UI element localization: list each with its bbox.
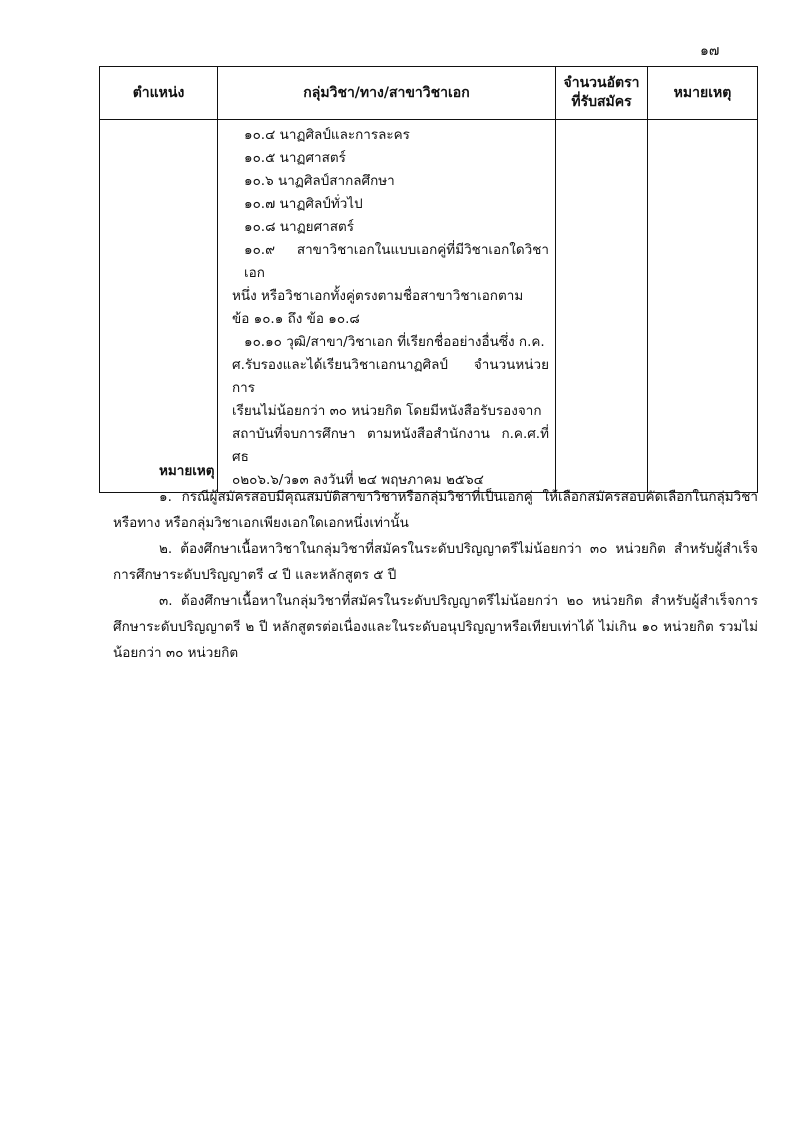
cell-majors bbox=[218, 120, 556, 493]
remark-3: ๓. ต้องศึกษาเนื้อหาในกลุ่มวิชาที่สมัครในระดับปริญญาตรีไม่น้อยกว่า ๒๐ หน่วยกิต สำหรับผู้สำเร็จการศึกษาระดับปริญญาตรี ๒ ปี หลักสูตรต่อเนื่องและในระดับอนุปริญญาหรือเทียบเท่าได้ ไม่เกิน ๑๐ หน่วยกิต รวมไม่น้อยกว่า ๓๐ หน่วยกิต bbox=[113, 593, 758, 661]
list-item: ๑๐.๗ นาฏศิลป์ทั่วไป bbox=[244, 196, 363, 212]
page-number: ๑๗ bbox=[700, 43, 720, 59]
header-major-group: กลุ่มวิชา/ทาง/สาขาวิชาเอก bbox=[218, 67, 556, 120]
item-9-line: ๑๐.๙ สาขาวิชาเอกในแบบเอกคู่ที่มีวิชาเอกใดวิชาเอก bbox=[244, 242, 549, 281]
item-10-line: ๐๒๐๖.๖/ว๑๓ ลงวันที่ ๒๔ พฤษภาคม ๒๕๖๔ bbox=[232, 472, 484, 488]
list-item-9 bbox=[232, 239, 549, 331]
item-10-line: เรียนไม่น้อยกว่า ๓๐ หน่วยกิต โดยมีหนังสือรับรองจาก bbox=[232, 403, 542, 419]
remarks-section bbox=[113, 458, 758, 666]
list-item: ๑๐.๔ นาฏศิลป์และการละคร bbox=[244, 127, 410, 143]
table-row bbox=[100, 120, 758, 493]
remark-2: ๒. ต้องศึกษาเนื้อหาวิชาในกลุ่มวิชาที่สมัครในระดับปริญญาตรีไม่น้อยกว่า ๓๐ หน่วยกิต สำหรับผู้สำเร็จการศึกษาระดับปริญญาตรี ๔ ปี และหลักสูตร ๕ ปี bbox=[113, 541, 758, 583]
list-item: ๑๐.๕ นาฏศาสตร์ bbox=[244, 150, 346, 166]
qualification-table bbox=[99, 66, 758, 493]
cell-count bbox=[556, 120, 648, 493]
item-9-line: ข้อ ๑๐.๑ ถึง ข้อ ๑๐.๘ bbox=[232, 311, 360, 327]
item-9-line: หนึ่ง หรือวิชาเอกทั้งคู่ตรงตามชื่อสาขาวิชาเอกตาม bbox=[232, 288, 524, 304]
cell-note bbox=[648, 120, 758, 493]
list-item: ๑๐.๘ นาฏยศาสตร์ bbox=[244, 219, 354, 235]
header-count bbox=[556, 67, 648, 120]
remark-1: ๑. กรณีผู้สมัครสอบมีคุณสมบัติสาขาวิชาหรือกลุ่มวิชาที่เป็นเอกคู่ ให้เลือกสมัครสอบคัดเลือกในกลุ่มวิชา หรือทาง หรือกลุ่มวิชาเอกเพียงเอกใดเอกหนึ่งเท่านั้น bbox=[113, 489, 758, 531]
list-item: ๑๐.๖ นาฏศิลป์สากลศึกษา bbox=[244, 173, 395, 189]
header-count-line2: ที่รับสมัคร bbox=[571, 94, 632, 110]
item-10-line: ศ.รับรองและได้เรียนวิชาเอกนาฏศิลป์ จำนวนหน่วยการ bbox=[232, 357, 549, 396]
item-10-line: สถาบันที่จบการศึกษา ตามหนังสือสำนักงาน ก.ค.ศ.ที่ ศธ bbox=[232, 426, 549, 465]
header-position: ตำแหน่ง bbox=[100, 67, 218, 120]
table-header-row bbox=[100, 67, 758, 120]
cell-position bbox=[100, 120, 218, 493]
header-note: หมายเหตุ bbox=[648, 67, 758, 120]
header-count-line1: จำนวนอัตรา bbox=[563, 75, 640, 91]
item-10-line: ๑๐.๑๐ วุฒิ/สาขา/วิชาเอก ที่เรียกชื่ออย่างอื่นซึ่ง ก.ค. bbox=[244, 334, 545, 350]
remarks-title: หมายเหตุ bbox=[159, 463, 215, 479]
